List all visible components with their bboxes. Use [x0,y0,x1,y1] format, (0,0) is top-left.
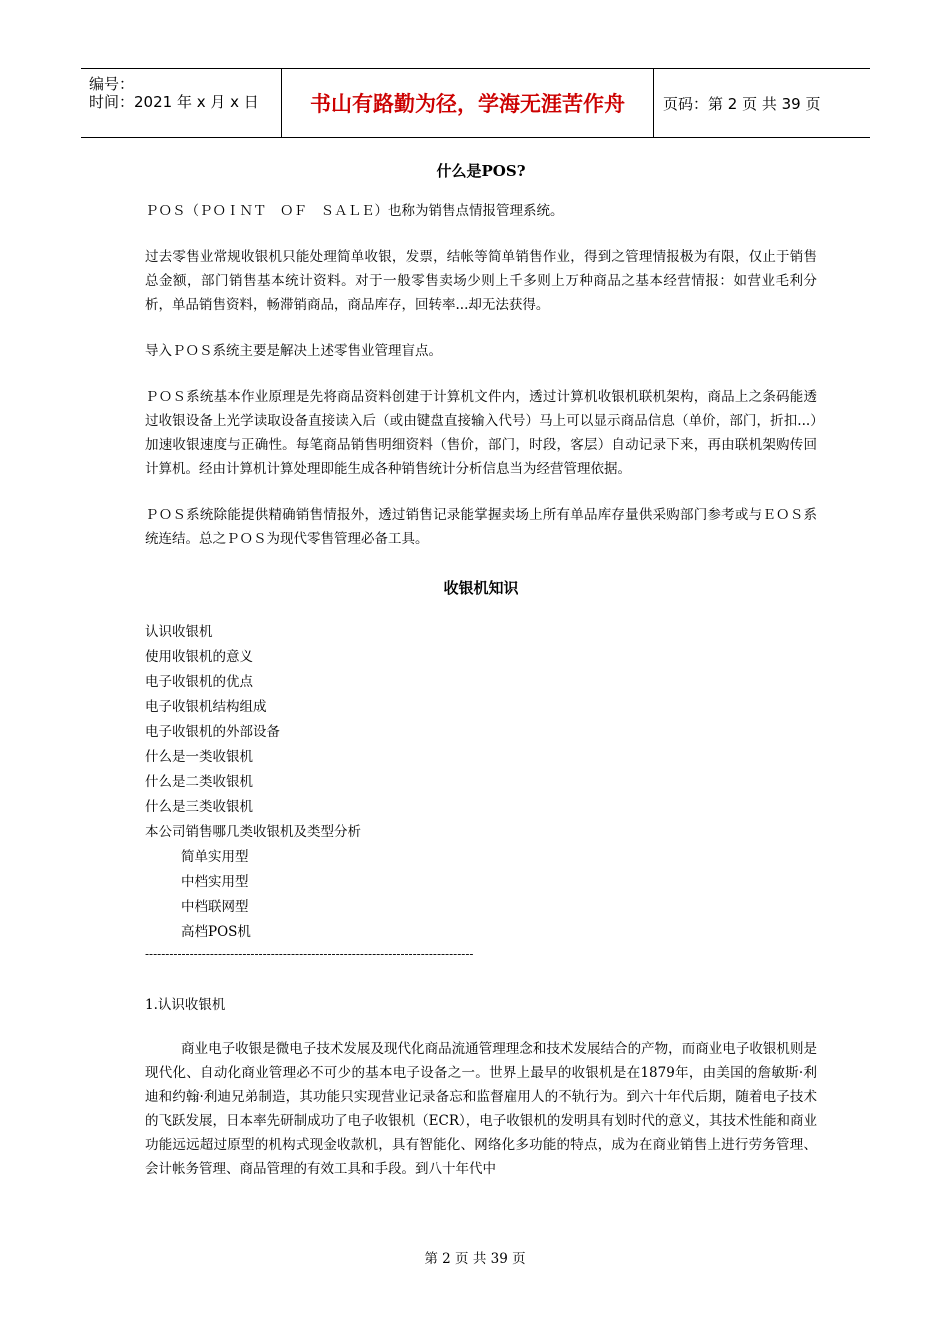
list-item: 电子收银机的外部设备 [145,724,280,740]
list-item: 本公司销售哪几类收银机及类型分析 [145,824,361,840]
list-item: 什么是一类收银机 [145,749,253,765]
sub-list-item: 中档实用型 [181,874,249,890]
header-meta-cell [81,69,281,137]
sub-list-item: 简单实用型 [181,849,249,865]
document-body [145,156,817,1181]
sub-list-item: 中档联网型 [181,899,249,915]
motto: 书山有路勤为径，学海无涯苦作舟 [281,69,654,137]
sub-list-item: 高档POS机 [181,924,251,940]
list-item: 认识收银机 [145,624,213,640]
list-item: 电子收银机的优点 [145,674,253,690]
list-item: 电子收银机结构组成 [145,699,267,715]
section-title-pos: 什么是POS? [436,162,526,180]
number-label: 编号： [89,75,135,93]
page-label: 页码：第 2 页 共 39 页 [663,94,821,113]
paragraph: 过去零售业常规收银机只能处理简单收银，发票，结帐等简单销售作业，得到之管理情报极为有限，仅止于销售总金额，部门销售基本统计资料。对于一般零售卖场少则上千多则上万种商品之基本经营情报：如营业毛利分析，单品销售资料，畅滞销商品，商品库存，回转率...却无法获得。 [145,249,817,313]
paragraph: 导入ＰＯＳ系统主要是解决上述零售业管理盲点。 [145,343,442,359]
list-item: 什么是二类收银机 [145,774,253,790]
section-title-cash-register: 收银机知识 [443,579,519,597]
topic-list [145,620,817,945]
paragraph: 商业电子收银是微电子技术发展及现代化商品流通管理理念和技术发展结合的产物，而商业电子收银机则是现代化、自动化商业管理必不可少的基本电子设备之一。世界上最早的收银机是在1879年，由美国的詹敏斯·利迪和约翰·利迪兄弟制造，其功能只实现营业记录备忘和监督雇用人的不轨行为。到六十年代后期，随着电子技术的飞跃发展，日本率先研制成功了电子收银机（ECR），电子收银机的发明具有划时代的意义，其技术性能和商业功能远远超过原型的机构式现金收款机，具有智能化、网络化多功能的特点，成为在商业销售上进行劳务管理、会计帐务管理、商品管理的有效工具和手段。到八十年代中 [145,1041,817,1177]
list-item: 使用收银机的意义 [145,649,253,665]
header-table [81,68,870,138]
time-label: 时间：2021 年 x 月 x 日 [89,93,259,111]
page-footer: 第 2 页 共 39 页 [424,1251,526,1267]
subsection-heading: 1.认识收银机 [145,997,226,1013]
paragraph: ＰＯＳ（ＰＯＩＮＴ ＯＦ ＳＡＬＥ）也称为销售点情报管理系统。 [145,203,564,219]
list-item: 什么是三类收银机 [145,799,253,815]
dashed-divider: --------------------------------------------------------------------------------- [145,947,474,961]
paragraph: ＰＯＳ系统基本作业原理是先将商品资料创建于计算机文件内，透过计算机收银机联机架构，商品上之条码能透过收银设备上光学读取设备直接读入后（或由键盘直接输入代号）马上可以显示商品信息（单价，部门，折扣...）加速收银速度与正确性。每笔商品销售明细资料（售价，部门，时段，客层）自动记录下来，再由联机架购传回计算机。经由计算机计算处理即能生成各种销售统计分析信息当为经营管理依据。 [145,389,817,477]
paragraph: ＰＯＳ系统除能提供精确销售情报外，透过销售记录能掌握卖场上所有单品库存量供采购部门参考或与ＥＯＳ系统连结。总之ＰＯＳ为现代零售管理必备工具。 [145,507,817,547]
